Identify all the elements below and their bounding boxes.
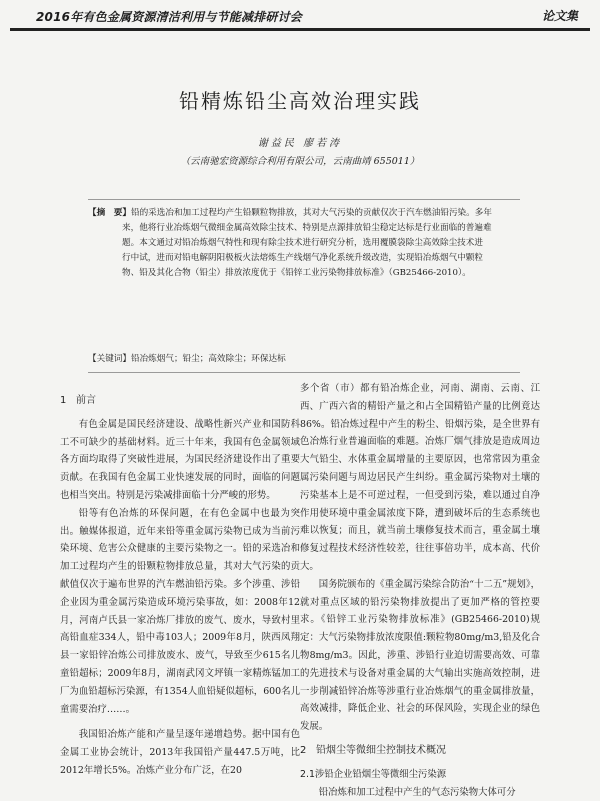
keywords-label: 【关键词】 <box>88 354 131 364</box>
keywords-bottom-rule <box>88 372 520 373</box>
abstract-label: 【摘 要】 <box>88 208 131 218</box>
abstract <box>88 206 520 278</box>
paragraph: 多个省（市）都有铅冶炼企业，河南、湖南、云南、江西、广西六省的精铅产量之和占全国精铅产量的比例竟达86%。铅冶炼过程中产生的粉尘、铅烟污染，是全世界有色冶炼行业普遍面临的难题。冶炼厂烟气排放是造成周边大气铅尘、水体重金属增量的主要原因，也常常因为重金属污染问题与周边居民产生纠纷。重金属污染物对土壤的污染基本上是不可逆过程，一但受到污染，难以通过自净作用使环境中重金属浓度下降，遭到破坏后的生态系统也难以恢复；而且，就当前土壤修复技术而言，重金属土壤修复过程技术经济性较差，往往事倍功半，成本高、代价大。 <box>300 383 540 572</box>
section-heading-2: 2 铅烟尘等微细尘控制技术概况 <box>300 744 446 756</box>
paragraph: 铅冶炼和加工过程中产生的气态污染物大体可分 <box>318 786 516 798</box>
article-affiliation: （云南驰宏资源综合利用有限公司，云南曲靖 655011） <box>180 156 420 167</box>
article-authors: 谢益民 廖若涛 <box>257 138 343 149</box>
subsection-heading: 2.1涉铅企业铅烟尘等微细尘污染源 <box>300 768 447 780</box>
running-header <box>10 6 590 31</box>
conference-title: 2016年有色金属资源清洁利用与节能减排研讨会 <box>36 10 303 24</box>
paragraph: 有色金属是国民经济建设、战略性新兴产业和国防科工不可缺少的基础材料。近三十年来，我国有色金属领域各方面均取得了突破性进展，为国民经济建设作出了重要贡献。在我国有色金属工业快速发展的同时，面临的问题也相当突出。特别是污染减排面临十分严峻的形势。 <box>60 418 300 501</box>
abstract-line: 【摘 要】铅的采选冶和加工过程均产生铅颗粒物排放，其对大气污染的贡献仅次于汽车燃油铅污染。多年 <box>88 208 492 218</box>
paragraph: 铅等有色冶炼的环保问题，在有色金属中也最为突出。触媒体报道，近年来铅等重金属污染物已成为当前污染环境、危害公众健康的主要污染物之一。铅的采选冶和加工过程均产生的铅颗粒物排放总量，其对大气污染的贡献值仅次于遍布世界的汽车燃油铅污染。多个涉重、涉铅企业因为重金属污染造成环境污染事故，如：2008年12月，河南卢氏县一家冶炼厂排放的废气、废水，导致村里高铅血症334人，铅中毒103人；2009年8月，陕西凤翔县一家铅锌冶炼公司排放废水、废气，导致至少615名儿童铅超标；2009年8月，湖南武冈文坪镇一家精炼锰加工厂为血铅超标污染源，有1354人血铅疑似超标，600名儿童需要治疗……。 <box>60 507 300 715</box>
abstract-line: 物、铅及其化合物（铅尘）排放浓度优于《铅锌工业污染物排放标准》（GB25466-2010）。 <box>122 268 471 278</box>
right-column <box>300 380 540 801</box>
abstract-line: 题。本文通过对铅冶炼烟气特性和现有除尘技术进行研究分析，选用覆膜袋除尘高效除尘技术进 <box>122 238 483 248</box>
paragraph: 国务院颁布的《重金属污染综合防治“十二五”规划》，就对重点区域的铅污染物排放提出了更加严格的管控要求。《铅锌工业污染物排放标准》(GB25466-2010)规定：大气污染物排放浓度限值:颗粒物80mg/m3,铅及化合物8mg/m3。因此，涉重、涉铅行业迫切需要高效、可靠的先进技术与设备对重金属的大气输出实施高效控制，进一步削减铅锌冶炼等涉重行业冶炼烟气的重金属排放量，高效减排，降低企业、社会的环保风险，实现企业的绿色发展。 <box>300 578 540 733</box>
section-label: 论文集 <box>541 9 578 23</box>
section-heading-1: 1 前言 <box>60 395 96 406</box>
paragraph: 我国铅冶炼产能和产量呈逐年递增趋势。据中国有色金属工业协会统计，2013年我国铅产量447.5万吨，比2012年增长5%。冶炼产业分布广泛，在20 <box>60 729 300 776</box>
keywords <box>88 352 520 366</box>
keywords-text: 铅冶炼烟气；铅尘；高效除尘；环保达标 <box>130 354 286 364</box>
article-title: 铅精炼铅尘高效治理实践 <box>179 89 421 113</box>
abstract-top-rule <box>88 199 520 200</box>
abstract-line: 来，他将行业冶炼烟气微细金属高效除尘技术、特别是点源排放铅尘稳定达标是行业面临的普遍难 <box>122 223 492 233</box>
abstract-line: 行中试，进而对铅电解阴阳极板火法熔炼生产线烟气净化系统升级改造，实现铅冶炼烟气中颗粒 <box>122 253 483 263</box>
left-column <box>60 388 300 780</box>
